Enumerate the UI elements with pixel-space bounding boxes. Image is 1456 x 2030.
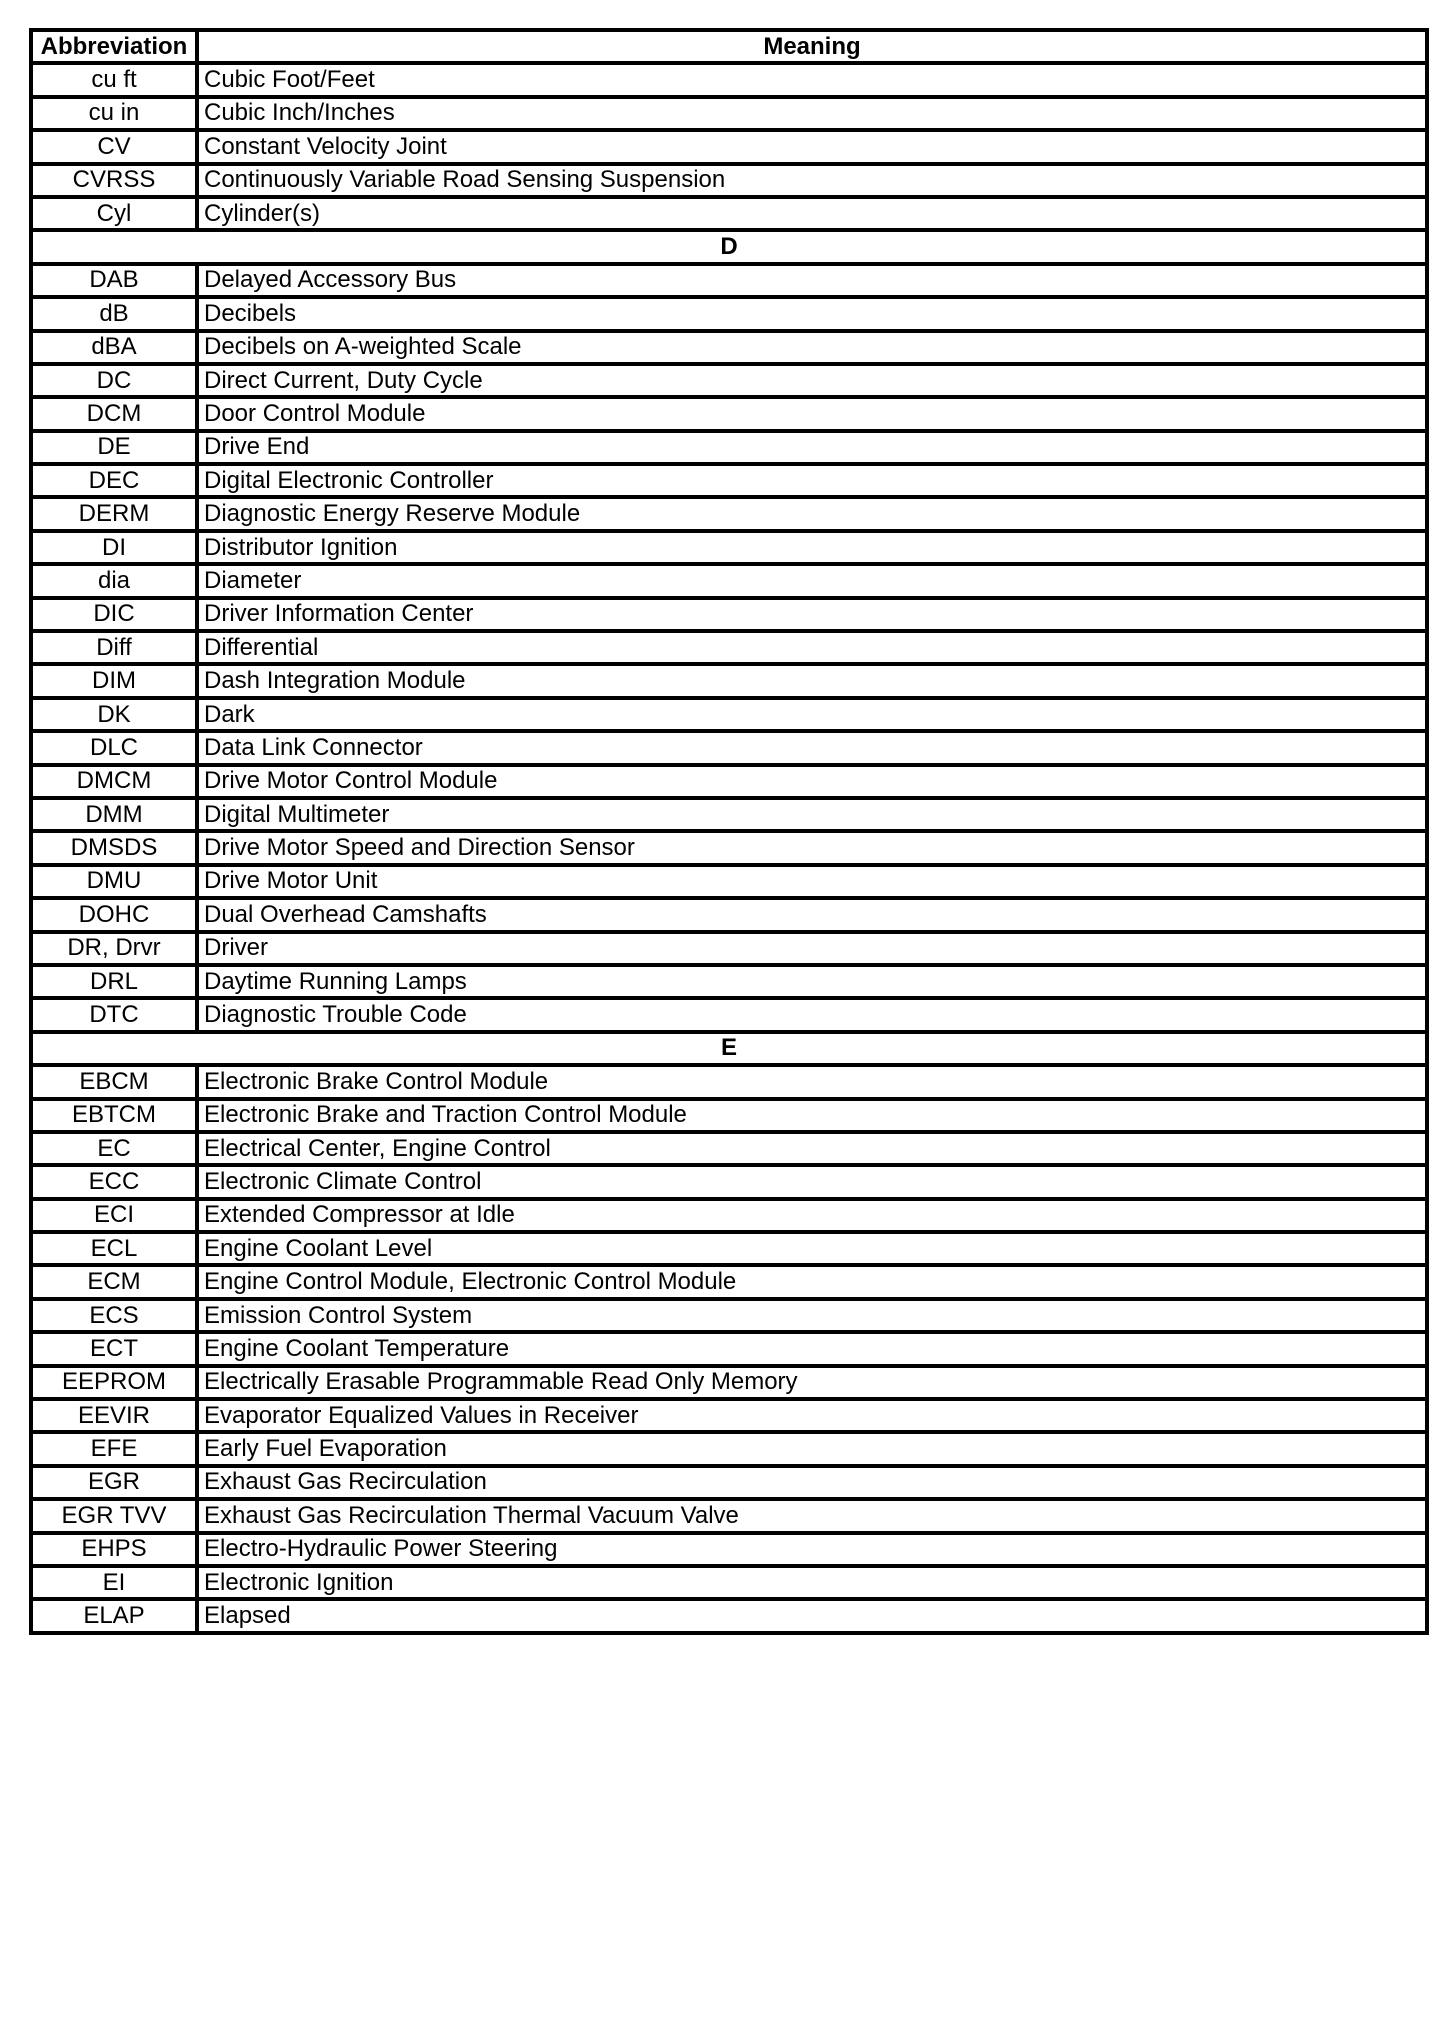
- table-row: [31, 1232, 1427, 1265]
- table-row: [31, 798, 1427, 831]
- meaning-cell: Digital Multimeter: [197, 798, 1427, 831]
- table-row: [31, 631, 1427, 664]
- meaning-cell: Engine Coolant Level: [197, 1232, 1427, 1265]
- meaning-cell: Drive Motor Unit: [197, 865, 1427, 898]
- table-row: [31, 497, 1427, 530]
- meaning-cell: Distributor Ignition: [197, 531, 1427, 564]
- meaning-cell: Early Fuel Evaporation: [197, 1432, 1427, 1465]
- meaning-cell: Electrically Erasable Programmable Read Only Memory: [197, 1366, 1427, 1399]
- table-row: [31, 464, 1427, 497]
- table-row: [31, 297, 1427, 330]
- table-row: [31, 698, 1427, 731]
- meaning-cell: Differential: [197, 631, 1427, 664]
- table-row: [31, 164, 1427, 197]
- abbreviation-cell: DOHC: [31, 898, 197, 931]
- table-row: [31, 97, 1427, 130]
- abbreviation-cell: EI: [31, 1566, 197, 1599]
- abbreviation-cell: Cyl: [31, 197, 197, 230]
- abbreviation-cell: DAB: [31, 264, 197, 297]
- abbreviation-cell: dBA: [31, 331, 197, 364]
- abbreviation-cell: DMM: [31, 798, 197, 831]
- meaning-cell: Diameter: [197, 564, 1427, 597]
- meaning-cell: Extended Compressor at Idle: [197, 1199, 1427, 1232]
- abbreviation-cell: EBCM: [31, 1065, 197, 1098]
- meaning-cell: Emission Control System: [197, 1299, 1427, 1332]
- meaning-cell: Electronic Brake and Traction Control Module: [197, 1099, 1427, 1132]
- table-row: [31, 765, 1427, 798]
- abbreviation-cell: ECI: [31, 1199, 197, 1232]
- meaning-cell: Exhaust Gas Recirculation: [197, 1466, 1427, 1499]
- table-row: [31, 1165, 1427, 1198]
- abbreviation-cell: DTC: [31, 998, 197, 1031]
- meaning-cell: Digital Electronic Controller: [197, 464, 1427, 497]
- meaning-cell: Diagnostic Trouble Code: [197, 998, 1427, 1031]
- table-row: [31, 998, 1427, 1031]
- abbreviation-cell: DC: [31, 364, 197, 397]
- abbreviation-cell: DEC: [31, 464, 197, 497]
- abbreviation-cell: DE: [31, 431, 197, 464]
- table-row: [31, 932, 1427, 965]
- table-row: [31, 1499, 1427, 1532]
- table-row: [31, 364, 1427, 397]
- meaning-cell: Evaporator Equalized Values in Receiver: [197, 1399, 1427, 1432]
- abbreviation-cell: DK: [31, 698, 197, 731]
- meaning-cell: Electro-Hydraulic Power Steering: [197, 1533, 1427, 1566]
- table-row: [31, 965, 1427, 998]
- meaning-cell: Continuously Variable Road Sensing Suspension: [197, 164, 1427, 197]
- table-row: [31, 331, 1427, 364]
- table-row: [31, 1099, 1427, 1132]
- meaning-cell: Electrical Center, Engine Control: [197, 1132, 1427, 1165]
- meaning-cell: Exhaust Gas Recirculation Thermal Vacuum Valve: [197, 1499, 1427, 1532]
- meaning-cell: Door Control Module: [197, 397, 1427, 430]
- abbreviation-cell: EFE: [31, 1432, 197, 1465]
- table-body: [31, 63, 1427, 1632]
- meaning-cell: Cylinder(s): [197, 197, 1427, 230]
- meaning-cell: Driver: [197, 932, 1427, 965]
- abbreviation-cell: DIC: [31, 598, 197, 631]
- meaning-cell: Daytime Running Lamps: [197, 965, 1427, 998]
- meaning-cell: Dark: [197, 698, 1427, 731]
- abbreviation-cell: EC: [31, 1132, 197, 1165]
- meaning-cell: Drive Motor Control Module: [197, 765, 1427, 798]
- table-row: [31, 1265, 1427, 1298]
- meaning-cell: Dash Integration Module: [197, 664, 1427, 697]
- abbreviation-cell: DI: [31, 531, 197, 564]
- header-row: [31, 30, 1427, 63]
- table-row: [31, 63, 1427, 96]
- meaning-cell: Decibels on A-weighted Scale: [197, 331, 1427, 364]
- meaning-cell: Electronic Ignition: [197, 1566, 1427, 1599]
- meaning-cell: Direct Current, Duty Cycle: [197, 364, 1427, 397]
- table-row: [31, 431, 1427, 464]
- abbreviation-cell: ECC: [31, 1165, 197, 1198]
- table-row: [31, 598, 1427, 631]
- abbreviation-cell: EGR: [31, 1466, 197, 1499]
- meaning-cell: Constant Velocity Joint: [197, 130, 1427, 163]
- abbreviation-cell: DIM: [31, 664, 197, 697]
- table-row: [31, 898, 1427, 931]
- abbreviation-cell: DMSDS: [31, 831, 197, 864]
- abbreviation-cell: dia: [31, 564, 197, 597]
- table-row: [31, 531, 1427, 564]
- section-letter: E: [31, 1032, 1427, 1065]
- table-row: [31, 1399, 1427, 1432]
- meaning-cell: Engine Coolant Temperature: [197, 1332, 1427, 1365]
- abbreviation-cell: ECS: [31, 1299, 197, 1332]
- meaning-cell: Cubic Foot/Feet: [197, 63, 1427, 96]
- table-row: [31, 130, 1427, 163]
- abbreviation-cell: EEVIR: [31, 1399, 197, 1432]
- meaning-cell: Delayed Accessory Bus: [197, 264, 1427, 297]
- abbreviation-cell: CV: [31, 130, 197, 163]
- table-row: [31, 1065, 1427, 1098]
- table-row: [31, 865, 1427, 898]
- table-row: [31, 1199, 1427, 1232]
- meaning-cell: Drive End: [197, 431, 1427, 464]
- section-row: [31, 230, 1427, 263]
- table-row: [31, 564, 1427, 597]
- meaning-cell: Data Link Connector: [197, 731, 1427, 764]
- abbreviation-table: [29, 28, 1429, 1635]
- abbreviation-cell: cu in: [31, 97, 197, 130]
- table-row: [31, 1332, 1427, 1365]
- abbreviation-cell: DR, Drvr: [31, 932, 197, 965]
- abbreviation-cell: CVRSS: [31, 164, 197, 197]
- meaning-cell: Drive Motor Speed and Direction Sensor: [197, 831, 1427, 864]
- table-row: [31, 1132, 1427, 1165]
- abbreviation-cell: dB: [31, 297, 197, 330]
- meaning-cell: Dual Overhead Camshafts: [197, 898, 1427, 931]
- meaning-cell: Diagnostic Energy Reserve Module: [197, 497, 1427, 530]
- header-meaning: Meaning: [197, 30, 1427, 63]
- table-row: [31, 1366, 1427, 1399]
- abbreviation-cell: Diff: [31, 631, 197, 664]
- table-row: [31, 664, 1427, 697]
- abbreviation-cell: ECM: [31, 1265, 197, 1298]
- table-row: [31, 1432, 1427, 1465]
- meaning-cell: Decibels: [197, 297, 1427, 330]
- section-row: [31, 1032, 1427, 1065]
- meaning-cell: Engine Control Module, Electronic Control Module: [197, 1265, 1427, 1298]
- table-row: [31, 1566, 1427, 1599]
- meaning-cell: Driver Information Center: [197, 598, 1427, 631]
- abbreviation-cell: DERM: [31, 497, 197, 530]
- table-row: [31, 1533, 1427, 1566]
- table-row: [31, 197, 1427, 230]
- abbreviation-cell: DRL: [31, 965, 197, 998]
- section-letter: D: [31, 230, 1427, 263]
- abbreviation-cell: EHPS: [31, 1533, 197, 1566]
- meaning-cell: Electronic Brake Control Module: [197, 1065, 1427, 1098]
- meaning-cell: Elapsed: [197, 1599, 1427, 1632]
- abbreviation-cell: ECL: [31, 1232, 197, 1265]
- abbreviation-cell: DLC: [31, 731, 197, 764]
- abbreviation-cell: ELAP: [31, 1599, 197, 1632]
- abbreviation-cell: DMU: [31, 865, 197, 898]
- header-abbreviation: Abbreviation: [31, 30, 197, 63]
- abbreviation-cell: DMCM: [31, 765, 197, 798]
- table-row: [31, 1466, 1427, 1499]
- table-row: [31, 1299, 1427, 1332]
- abbreviation-cell: cu ft: [31, 63, 197, 96]
- table-row: [31, 397, 1427, 430]
- abbreviation-cell: EGR TVV: [31, 1499, 197, 1532]
- table-row: [31, 831, 1427, 864]
- abbreviation-cell: ECT: [31, 1332, 197, 1365]
- abbreviation-cell: EBTCM: [31, 1099, 197, 1132]
- abbreviation-cell: DCM: [31, 397, 197, 430]
- abbreviation-cell: EEPROM: [31, 1366, 197, 1399]
- meaning-cell: Cubic Inch/Inches: [197, 97, 1427, 130]
- table-row: [31, 264, 1427, 297]
- table-row: [31, 731, 1427, 764]
- meaning-cell: Electronic Climate Control: [197, 1165, 1427, 1198]
- table-row: [31, 1599, 1427, 1632]
